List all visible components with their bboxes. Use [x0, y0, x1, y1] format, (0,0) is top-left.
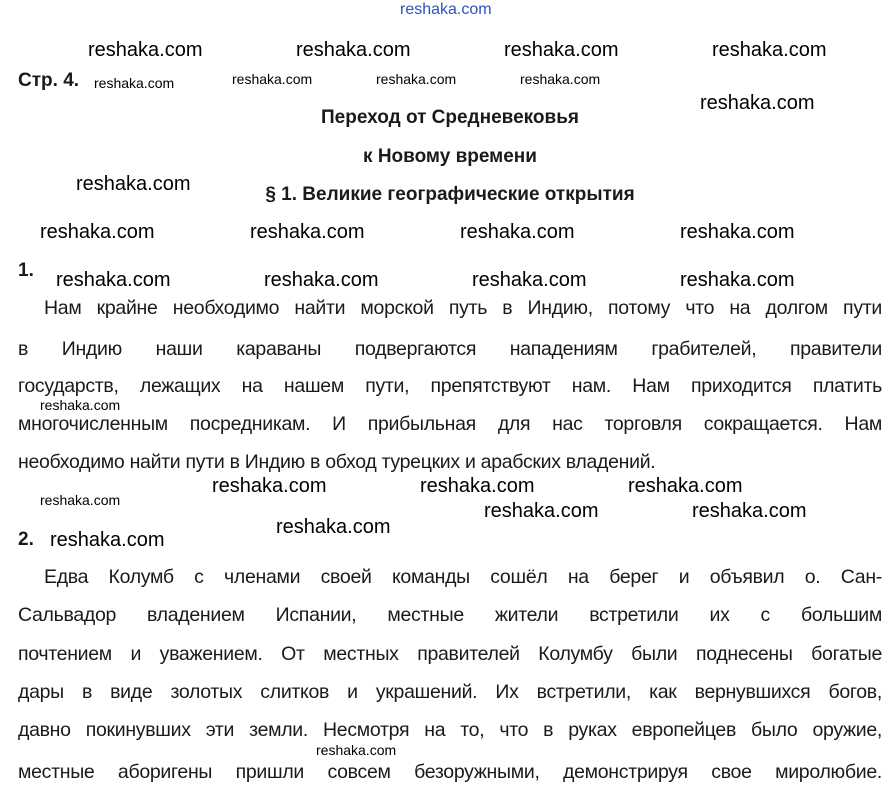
- watermark: reshaka.com: [40, 492, 121, 508]
- chapter-title-line2: к Новому времени: [363, 146, 537, 167]
- watermark: reshaka.com: [680, 221, 795, 243]
- watermark: reshaka.com: [376, 71, 457, 87]
- answer-text-line: в Индию наши караваны подвергаются нападениям грабителей, правители: [18, 338, 882, 360]
- answer-text-line: местные аборигены пришли совсем безоружными, демонстрируя свое миролюбие.: [18, 761, 882, 783]
- watermark: reshaka.com: [250, 221, 365, 243]
- watermark: reshaka.com: [276, 516, 391, 538]
- answer-text-line: давно покинувших эти земли. Несмотря на то, что в руках европейцев было оружие,: [18, 719, 882, 741]
- watermark: reshaka.com: [460, 221, 575, 243]
- watermark: reshaka.com: [88, 39, 203, 61]
- answer-text-line: дары в виде золотых слитков и украшений. Их встретили, как вернувшихся богов,: [18, 681, 882, 703]
- watermark: reshaka.com: [520, 71, 601, 87]
- site-watermark-top: reshaka.com: [400, 1, 492, 18]
- watermark: reshaka.com: [692, 500, 807, 522]
- watermark: reshaka.com: [700, 92, 815, 114]
- watermark: reshaka.com: [472, 269, 587, 291]
- answer-number: 2.: [18, 529, 34, 550]
- watermark: reshaka.com: [232, 71, 313, 87]
- watermark: reshaka.com: [484, 500, 599, 522]
- answer-text-line: почтением и уважением. От местных правителей Колумбу были поднесены богатые: [18, 643, 882, 665]
- watermark: reshaka.com: [420, 475, 535, 497]
- answer-text-line: многочисленным посредникам. И прибыльная для нас торговля сокращается. Нам: [18, 413, 882, 435]
- watermark: reshaka.com: [316, 742, 397, 758]
- watermark: reshaka.com: [94, 75, 175, 91]
- answer-text-line: Едва Колумб с членами своей команды сошёл на берег и объявил о. Сан-: [44, 566, 882, 588]
- answer-text-line: государств, лежащих на нашем пути, препятствуют нам. Нам приходится платить: [18, 375, 882, 397]
- answer-text-line: необходимо найти пути в Индию в обход турецких и арабских владений.: [18, 451, 656, 473]
- watermark: reshaka.com: [212, 475, 327, 497]
- watermark: reshaka.com: [712, 39, 827, 61]
- answer-text-line: Сальвадор владением Испании, местные жители встретили их с большим: [18, 604, 882, 626]
- page-number: Стр. 4.: [18, 70, 80, 91]
- watermark: reshaka.com: [264, 269, 379, 291]
- section-title: § 1. Великие географические открытия: [265, 184, 635, 205]
- watermark: reshaka.com: [50, 529, 165, 551]
- watermark: reshaka.com: [680, 269, 795, 291]
- watermark: reshaka.com: [56, 269, 171, 291]
- watermark: reshaka.com: [76, 173, 191, 195]
- watermark: reshaka.com: [504, 39, 619, 61]
- answer-number: 1.: [18, 260, 34, 281]
- watermark: reshaka.com: [40, 221, 155, 243]
- answer-text-line: Нам крайне необходимо найти морской путь в Индию, потому что на долгом пути: [44, 297, 882, 319]
- watermark: reshaka.com: [628, 475, 743, 497]
- watermark: reshaka.com: [40, 397, 121, 413]
- watermark: reshaka.com: [296, 39, 411, 61]
- chapter-title-line1: Переход от Средневековья: [321, 107, 579, 128]
